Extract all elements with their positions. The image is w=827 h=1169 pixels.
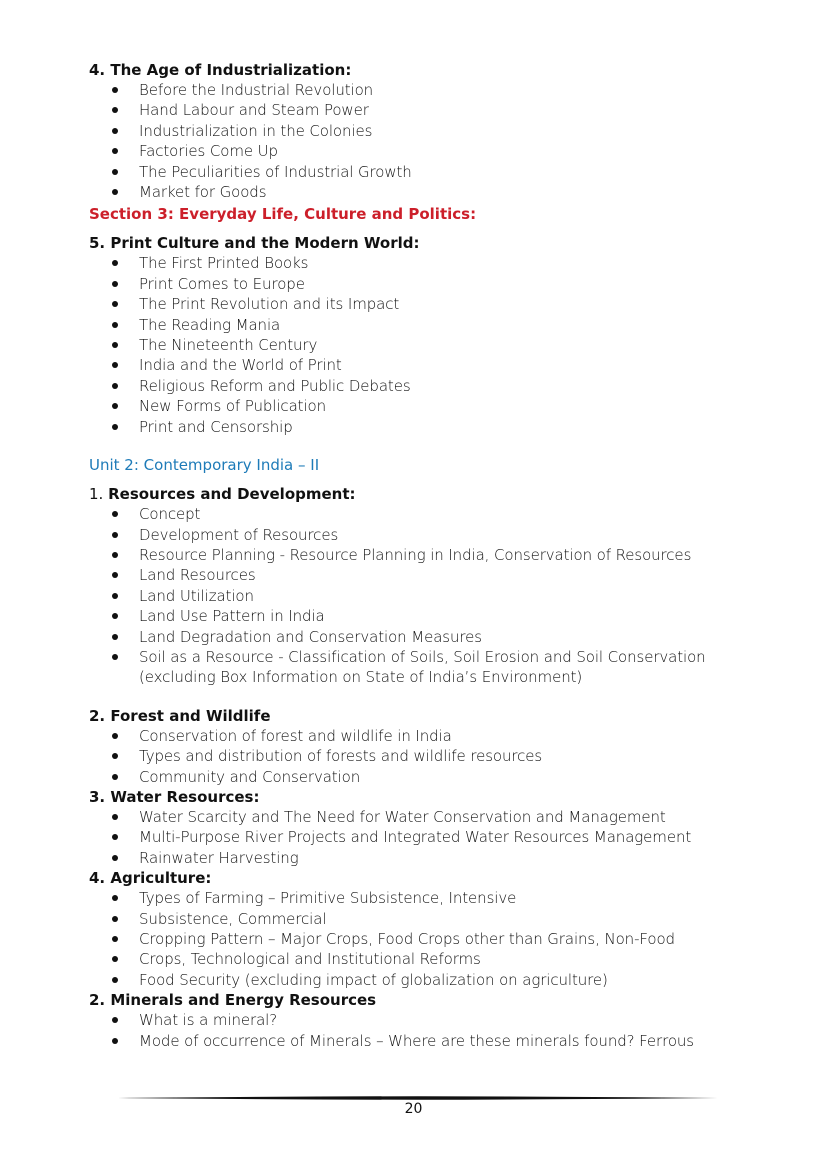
bullet-icon [112, 936, 118, 942]
list-item: Community and Conservation [139, 767, 769, 787]
list-item: Types of Farming – Primitive Subsistence, Intensive [139, 888, 769, 908]
bullet-icon [112, 1038, 118, 1044]
list-item: The Nineteenth Century [139, 335, 769, 355]
list-item: The First Printed Books [139, 253, 769, 273]
list-item: Land Resources [139, 565, 769, 585]
list-item: Concept [139, 504, 769, 524]
bullet-icon [112, 733, 118, 739]
list-item: Print Comes to Europe [139, 274, 769, 294]
bullet-icon [112, 634, 118, 640]
list-item: Water Scarcity and The Need for Water Conservation and Management [139, 807, 769, 827]
bullet-icon [112, 654, 118, 660]
topic-list [89, 253, 769, 437]
bullet-icon [112, 362, 118, 368]
list-item: Conservation of forest and wildlife in India [139, 726, 769, 746]
list-item: Multi-Purpose River Projects and Integrated Water Resources Management [139, 827, 769, 847]
list-item: Food Security (excluding impact of globalization on agriculture) [139, 970, 769, 990]
chapter-heading: 2. Forest and Wildlife [89, 706, 271, 725]
topic-list [89, 807, 769, 868]
topic-list [89, 888, 769, 990]
chapter-heading: 1. Resources and Development: [89, 485, 356, 504]
bullet-icon [112, 916, 118, 922]
bullet-icon [112, 532, 118, 538]
list-item: Subsistence, Commercial [139, 909, 769, 929]
bullet-icon [112, 1017, 118, 1023]
chapter-heading: 2. Minerals and Energy Resources [89, 991, 377, 1010]
bullet-icon [112, 169, 118, 175]
bullet-icon [112, 281, 118, 287]
list-item: What is a mineral? [139, 1010, 769, 1030]
list-item: Mode of occurrence of Minerals – Where are these minerals found? Ferrous [139, 1031, 769, 1051]
bullet-icon [112, 774, 118, 780]
bullet-icon [112, 613, 118, 619]
topic-list [89, 80, 769, 202]
bullet-icon [112, 956, 118, 962]
bullet-icon [112, 511, 118, 517]
bullet-icon [112, 128, 118, 134]
bullet-icon [112, 552, 118, 558]
bullet-icon [112, 834, 118, 840]
chapter-heading: 3. Water Resources: [89, 787, 260, 806]
list-item: Factories Come Up [139, 141, 769, 161]
bullet-icon [112, 260, 118, 266]
list-item: India and the World of Print [139, 355, 769, 375]
list-item: The Print Revolution and its Impact [139, 294, 769, 314]
list-item: Land Utilization [139, 586, 769, 606]
bullet-icon [112, 814, 118, 820]
list-item: Land Use Pattern in India [139, 606, 769, 626]
list-item: New Forms of Publication [139, 396, 769, 416]
topic-list [89, 504, 769, 688]
list-item: The Peculiarities of Industrial Growth [139, 162, 769, 182]
bullet-icon [112, 301, 118, 307]
bullet-icon [112, 593, 118, 599]
bullet-icon [112, 572, 118, 578]
list-item: Land Degradation and Conservation Measures [139, 627, 769, 647]
section-title: Section 3: Everyday Life, Culture and Politics: [89, 205, 477, 224]
bullet-icon [112, 855, 118, 861]
bullet-icon [112, 895, 118, 901]
bullet-icon [112, 87, 118, 93]
bullet-icon [112, 977, 118, 983]
list-item: Types and distribution of forests and wildlife resources [139, 746, 769, 766]
list-item: Hand Labour and Steam Power [139, 100, 769, 120]
list-item: Religious Reform and Public Debates [139, 376, 769, 396]
list-item: Resource Planning - Resource Planning in India, Conservation of Resources [139, 545, 769, 565]
list-item: Soil as a Resource - Classification of Soils, Soil Erosion and Soil Conservation (excluding Box Information on State of India’s Environment) [139, 647, 739, 688]
bullet-icon [112, 403, 118, 409]
list-item: Crops, Technological and Institutional Reforms [139, 949, 769, 969]
bullet-icon [112, 107, 118, 113]
list-item: Market for Goods [139, 182, 769, 202]
bullet-icon [112, 342, 118, 348]
list-item: Industrialization in the Colonies [139, 121, 769, 141]
list-item: The Reading Mania [139, 315, 769, 335]
chapter-heading: 4. Agriculture: [89, 869, 212, 888]
list-item: Development of Resources [139, 525, 769, 545]
bullet-icon [112, 383, 118, 389]
unit-title: Unit 2: Contemporary India – II [89, 456, 320, 475]
list-item: Cropping Pattern – Major Crops, Food Crops other than Grains, Non-Food [139, 929, 769, 949]
topic-list [89, 1010, 769, 1051]
bullet-icon [112, 189, 118, 195]
list-item: Rainwater Harvesting [139, 848, 769, 868]
bullet-icon [112, 753, 118, 759]
page-number: 20 [404, 1101, 423, 1117]
chapter-heading: 5. Print Culture and the Modern World: [89, 234, 420, 253]
chapter-heading: 4. The Age of Industrialization: [89, 61, 352, 79]
document-page [89, 60, 769, 1051]
list-item: Before the Industrial Revolution [139, 80, 769, 100]
bullet-icon [112, 424, 118, 430]
bullet-icon [112, 322, 118, 328]
topic-list [89, 726, 769, 787]
list-item: Print and Censorship [139, 417, 769, 437]
bullet-icon [112, 148, 118, 154]
